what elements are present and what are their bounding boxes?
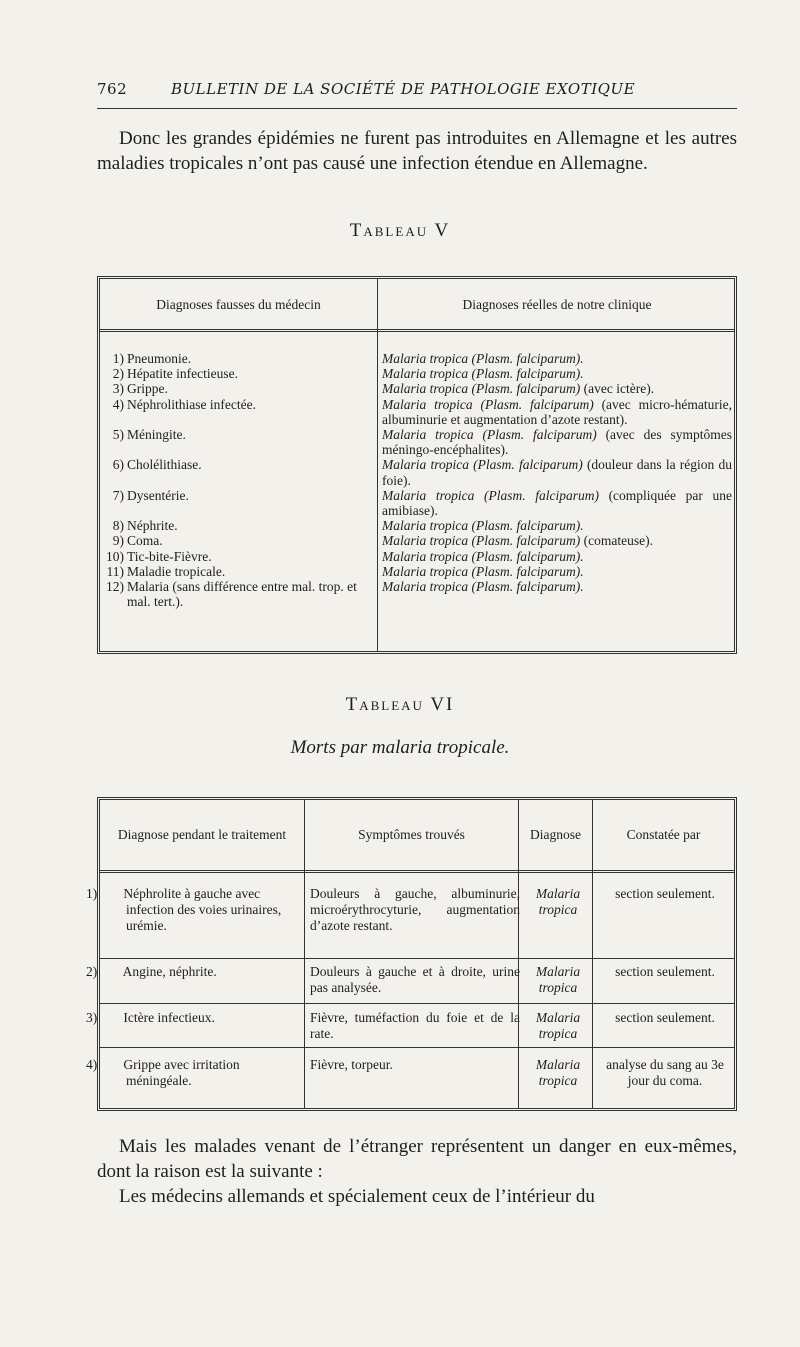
table6-row2-confirmed: section seulement.	[615, 964, 715, 979]
table6-row3-diagnosis: 3) Ictère infectieux.	[86, 1010, 215, 1025]
table5-real-diagnosis-italic: Malaria tropica (Plasm. falciparum).	[382, 563, 584, 579]
table5-row-number: 6)	[112, 457, 124, 473]
table5-real-diagnosis-note: (avec micro-hématurie, albuminurie et augmentation d’azote restant).	[382, 396, 732, 427]
table5-false-diagnosis: Grippe.	[127, 381, 168, 397]
table6-row4-confirmed: analyse du sang au 3e jour du coma.	[606, 1057, 724, 1088]
table5-false-diagnosis: Maladie tropicale.	[127, 563, 226, 579]
table5-row-number: 9)	[112, 533, 124, 549]
table5-row-number: 10)	[106, 548, 124, 564]
table5-header-false: Diagnoses fausses du médecin	[156, 297, 321, 312]
table6-row4-symptoms: Fièvre, torpeur.	[310, 1057, 393, 1072]
table6-row-rule	[100, 1047, 734, 1048]
table6-title: Tableau VI	[345, 694, 455, 715]
table6-row4-diagnose: Malaria tropica	[535, 1057, 581, 1088]
table5-header-real: Diagnoses réelles de notre clinique	[462, 297, 652, 312]
table5-row-number: 7)	[112, 487, 124, 503]
table5-real-diagnosis-italic: Malaria tropica (Plasm. falciparum)	[382, 487, 599, 503]
table6-header-diagnose-treatment: Diagnose pendant le traitement	[117, 827, 287, 842]
table5-real-diagnosis-italic: Malaria tropica (Plasm. falciparum).	[382, 518, 584, 534]
table5-real-diagnosis	[377, 397, 732, 427]
table5-row	[100, 518, 734, 533]
table6-row3-confirmed: section seulement.	[615, 1010, 715, 1025]
table6-row-rule	[100, 958, 734, 959]
table6-row1-diagnose: Malaria tropica	[535, 886, 581, 917]
table6-subtitle: Morts par malaria tropicale.	[290, 737, 510, 758]
table5-header-rule	[100, 329, 734, 332]
table5-row-number: 2)	[112, 366, 124, 382]
table5-row	[100, 564, 734, 579]
table5-real-diagnosis	[377, 533, 732, 548]
table5-false-diagnosis: Néphrite.	[127, 518, 178, 534]
table5-real-diagnosis-note: (avec des symptômes méningo-encéphalites).	[382, 427, 732, 458]
table6-row2-symptoms: Douleurs à gauche et à droite, urine pas analysée.	[310, 964, 520, 995]
table5-row-number: 4)	[112, 396, 124, 412]
table5-real-diagnosis-italic: Malaria tropica (Plasm. falciparum).	[382, 548, 584, 564]
table5-real-diagnosis	[377, 579, 732, 609]
table5-real-diagnosis-note: (avec ictère).	[580, 381, 655, 397]
table6-row4-diagnosis: 4) Grippe avec irritation méningéale.	[86, 1057, 240, 1088]
table6-row-rule	[100, 1003, 734, 1004]
table5-real-diagnosis-italic: Malaria tropica (Plasm. falciparum).	[382, 579, 584, 595]
table5-real-diagnosis-italic: Malaria tropica (Plasm. falciparum)	[382, 381, 581, 397]
table5-real-diagnosis-italic: Malaria tropica (Plasm. falciparum)	[382, 457, 583, 473]
table6-header-symptoms: Symptômes trouvés	[358, 827, 465, 842]
table5-false-diagnosis: Tic-bite-Fièvre.	[127, 548, 212, 564]
table5	[97, 276, 737, 654]
table5-real-diagnosis-note: (compliquée par une amibiase).	[382, 487, 732, 519]
table5-real-diagnosis-italic: Malaria tropica (Plasm. falciparum).	[382, 366, 584, 382]
table6	[86, 797, 737, 1111]
table5-row	[100, 366, 734, 381]
header-rule	[97, 108, 737, 109]
table6-row1-confirmed: section seulement.	[615, 886, 715, 901]
table5-false-diagnosis: Hépatite infectieuse.	[127, 366, 238, 382]
table5-real-diagnosis-italic: Malaria tropica (Plasm. falciparum)	[382, 427, 597, 443]
table6-row3-diagnose: Malaria tropica	[535, 1010, 581, 1041]
table5-row	[100, 533, 734, 548]
table5-real-diagnosis	[377, 488, 732, 518]
table5-real-diagnosis	[377, 518, 732, 533]
table6-header-confirmed-by: Constatée par	[626, 827, 701, 842]
table5-real-diagnosis	[377, 381, 732, 396]
table5-real-diagnosis-note: (douleur dans la région du foie).	[382, 457, 732, 488]
table5-row-number: 11)	[106, 563, 124, 579]
intro-paragraph: Donc les grandes épidémies ne furent pas introduites en Allemagne et les autres maladies tropicales n’ont pas causé une infection étendue en Allemagne.	[97, 128, 737, 174]
table5-row	[100, 381, 734, 396]
table5-false-diagnosis: Méningite.	[127, 427, 186, 443]
table6-header-diagnose: Diagnose	[530, 827, 581, 842]
table5-row-number: 5)	[112, 427, 124, 443]
table5-real-diagnosis-italic: Malaria tropica (Plasm. falciparum)	[382, 396, 594, 412]
table5-row	[100, 457, 734, 487]
table6-row2-diagnosis: 2) Angine, néphrite.	[86, 964, 217, 979]
table5-false-diagnosis: Malaria (sans différence entre mal. trop. et mal. tert.).	[127, 579, 357, 610]
table5-real-diagnosis	[377, 427, 732, 457]
table5-row	[100, 397, 734, 427]
table5-row-number: 3)	[112, 381, 124, 397]
paragraph-after-1: Mais les malades venant de l’étranger représentent un danger en eux-mêmes, dont la raison est la suivante :	[97, 1136, 737, 1182]
table6-header-rule	[100, 870, 734, 873]
table5-false-diagnosis: Cholélithiase.	[127, 457, 202, 473]
table5-row-number: 1)	[112, 351, 124, 366]
table5-real-diagnosis	[377, 457, 732, 487]
table5-row	[100, 351, 734, 366]
table5-title: Tableau V	[349, 220, 451, 241]
paragraph-after-2: Les médecins allemands et spécialement ceux de l’intérieur du	[119, 1186, 595, 1207]
table5-real-diagnosis	[377, 549, 732, 564]
table5-false-diagnosis: Pneumonie.	[127, 351, 192, 366]
table5-false-diagnosis: Dysentérie.	[127, 487, 189, 503]
table6-row1-diagnosis: 1) Néphrolite à gauche avec infection des voies urinaires, urémie.	[86, 886, 282, 933]
table5-row	[100, 488, 734, 518]
table5-row	[100, 579, 734, 609]
table5-real-diagnosis	[377, 564, 732, 579]
table5-real-diagnosis	[377, 351, 732, 366]
table5-row-number: 12)	[106, 579, 124, 595]
journal-title: BULLETIN DE LA SOCIÉTÉ DE PATHOLOGIE EXOTIQUE	[171, 80, 636, 98]
table5-false-diagnosis: Néphrolithiase infectée.	[127, 396, 256, 412]
table5-real-diagnosis-italic: Malaria tropica (Plasm. falciparum).	[382, 351, 584, 366]
table5-real-diagnosis-note: (comateuse).	[580, 533, 653, 549]
table5-real-diagnosis	[377, 366, 732, 381]
page-number: 762	[97, 80, 128, 98]
table5-rows	[100, 351, 734, 609]
table5-row	[100, 549, 734, 564]
table5-false-diagnosis: Coma.	[127, 533, 163, 549]
table6-row1-symptoms: Douleurs à gauche, albuminurie, microérythrocyturie, augmentation d’azote restant.	[310, 886, 520, 933]
table5-real-diagnosis-italic: Malaria tropica (Plasm. falciparum)	[382, 533, 581, 549]
table5-row-number: 8)	[112, 518, 124, 534]
table6-row3-symptoms: Fièvre, tuméfaction du foie et de la rate.	[310, 1010, 520, 1041]
table6-row2-diagnose: Malaria tropica	[535, 964, 581, 995]
table5-row	[100, 427, 734, 457]
